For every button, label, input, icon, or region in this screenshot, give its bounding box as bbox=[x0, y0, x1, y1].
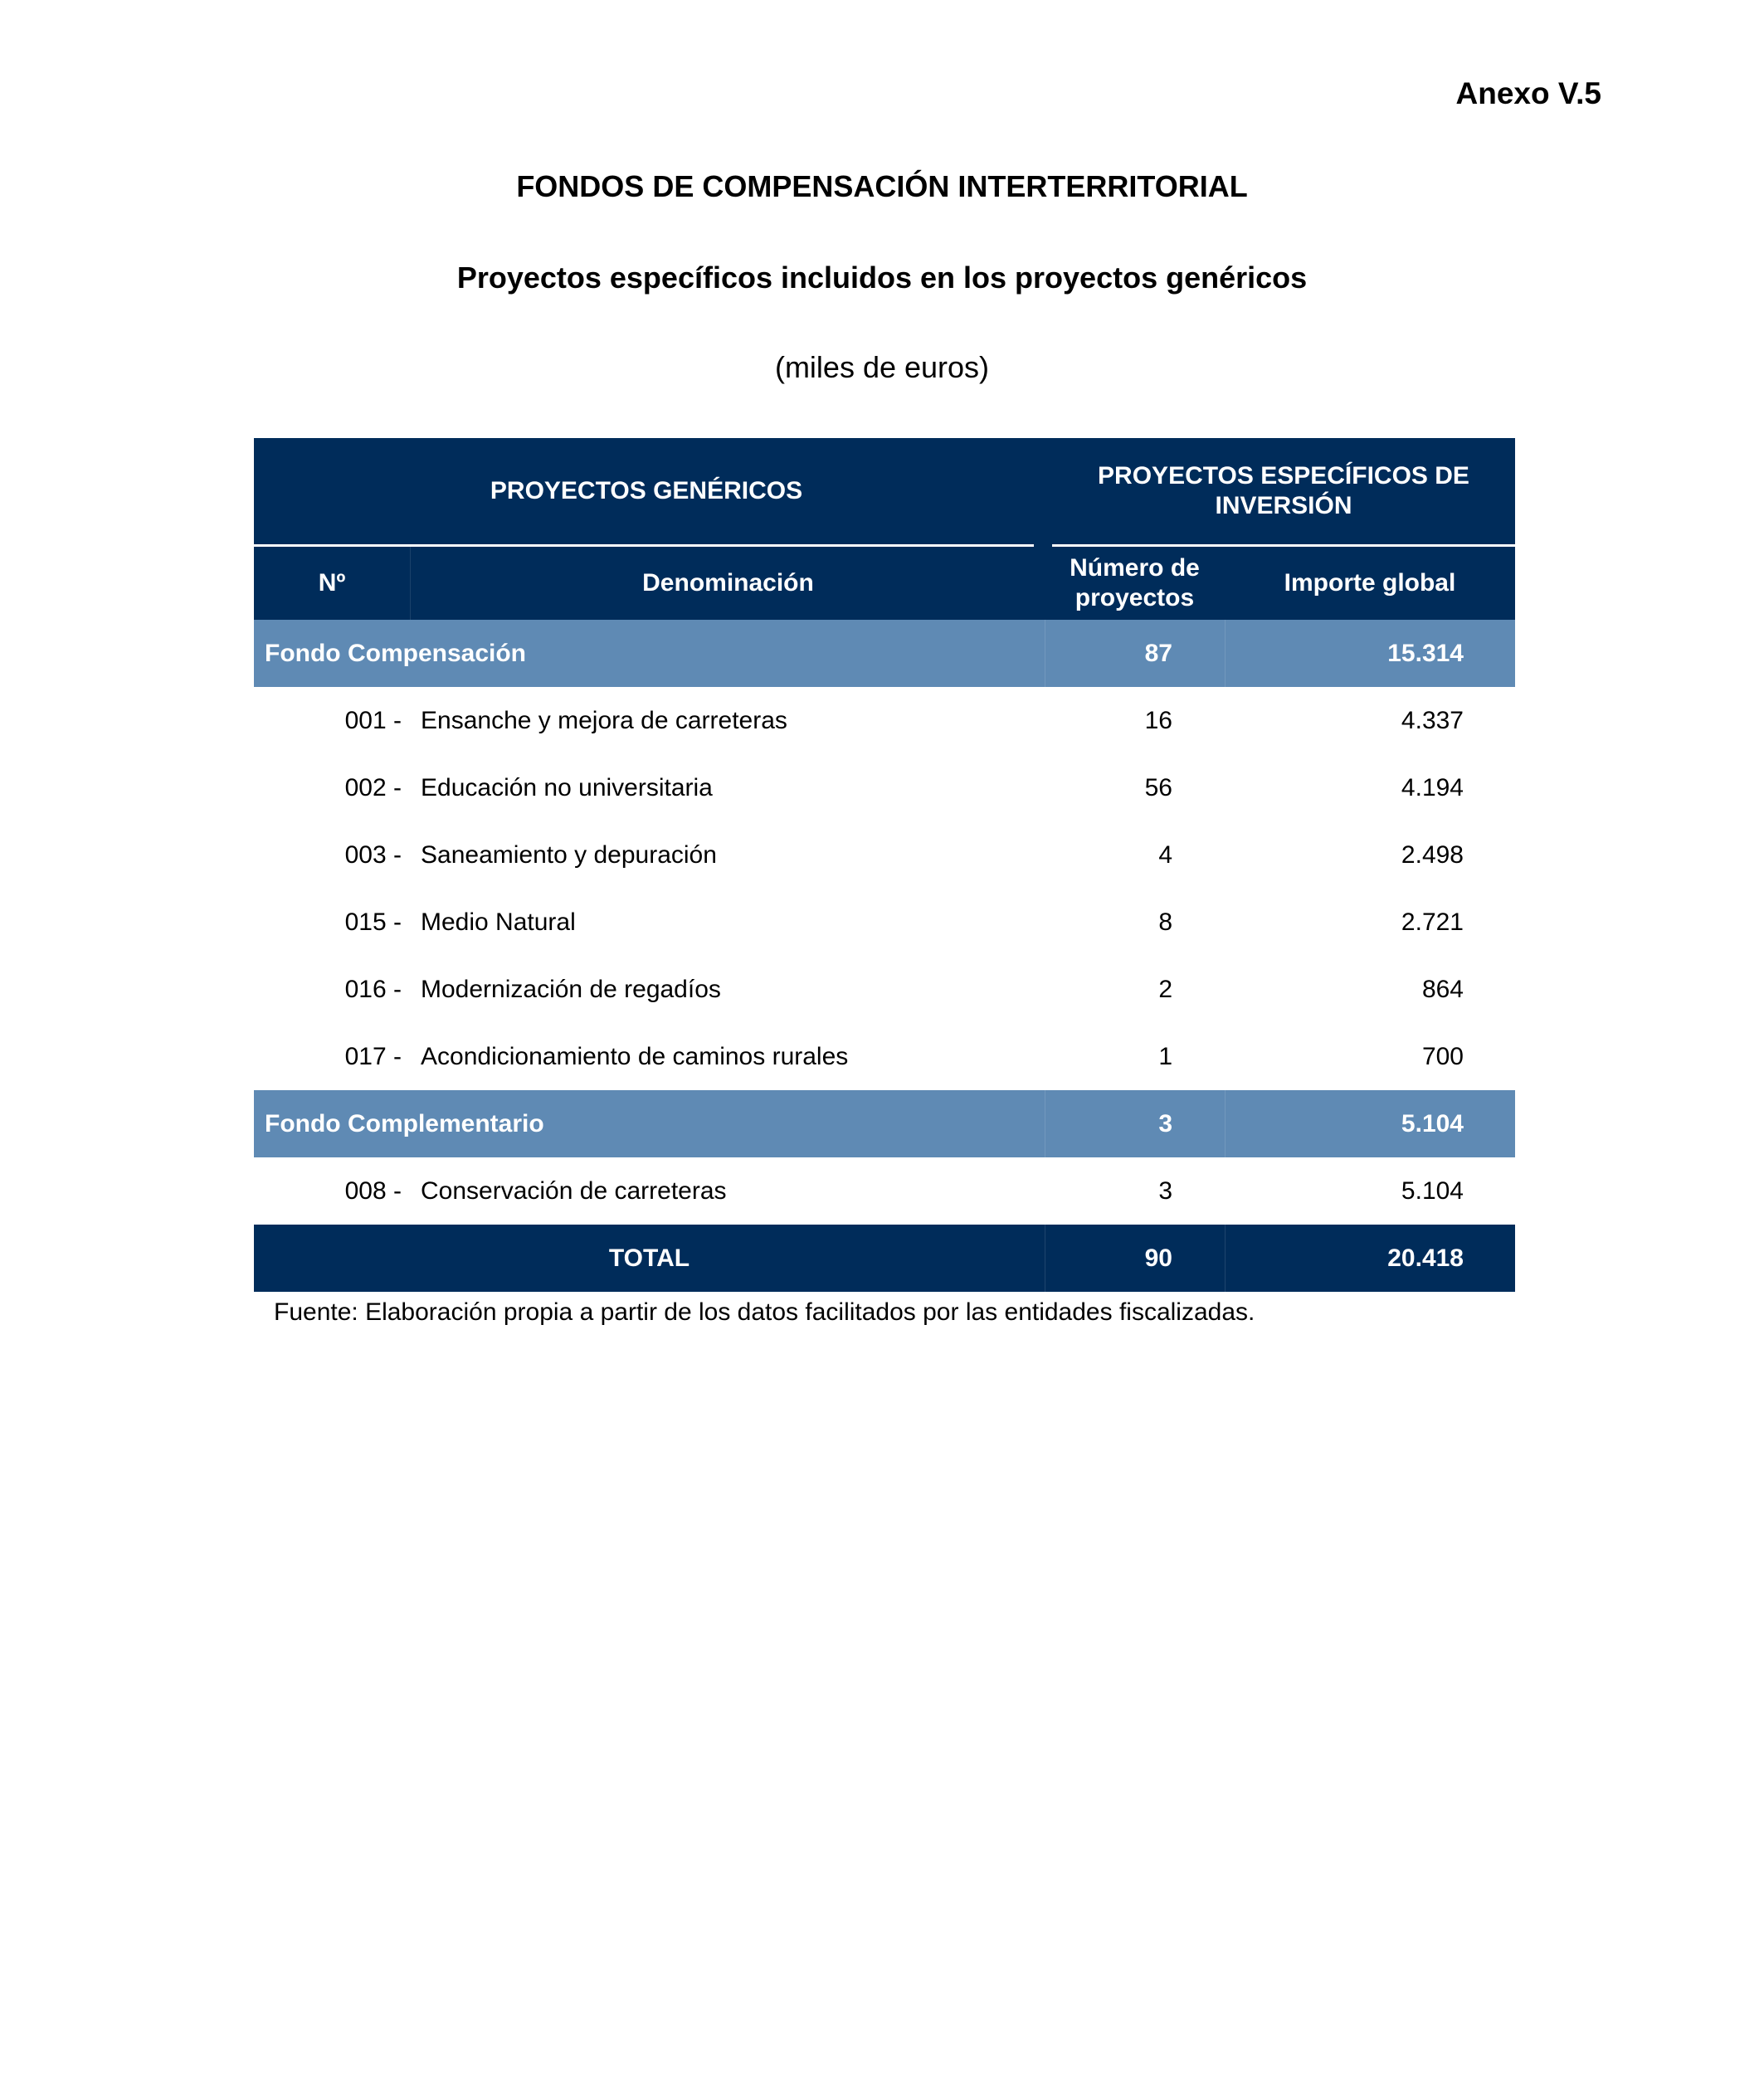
table-row bbox=[254, 1157, 1515, 1225]
project-count: 3 bbox=[1158, 1176, 1172, 1205]
project-amount: 20.418 bbox=[1387, 1244, 1464, 1272]
annex-label: Anexo V.5 bbox=[1455, 76, 1601, 110]
project-name: Educación no universitaria bbox=[421, 773, 713, 801]
table-row bbox=[254, 821, 1515, 889]
table-row bbox=[254, 956, 1515, 1023]
project-name: Saneamiento y depuración bbox=[421, 840, 717, 869]
source-note: Fuente: Elaboración propia a partir de los datos facilitados por las entidades fiscalizadas. bbox=[274, 1298, 1255, 1326]
group-row bbox=[254, 1090, 1515, 1157]
project-code: 016 - bbox=[344, 975, 402, 1003]
project-amount: 700 bbox=[1421, 1042, 1464, 1070]
header-amount: Importe global bbox=[1284, 569, 1456, 597]
table-row bbox=[254, 754, 1515, 821]
table-row bbox=[254, 1023, 1515, 1090]
project-code: 017 - bbox=[344, 1042, 402, 1070]
project-count: 8 bbox=[1158, 908, 1172, 936]
group-label: Fondo Complementario bbox=[265, 1109, 544, 1137]
project-amount: 5.104 bbox=[1401, 1109, 1464, 1137]
units-label: (miles de euros) bbox=[774, 350, 990, 384]
project-amount: 864 bbox=[1421, 975, 1464, 1003]
project-count: 4 bbox=[1158, 840, 1172, 869]
project-count: 3 bbox=[1158, 1109, 1172, 1137]
project-count: 87 bbox=[1144, 639, 1172, 667]
project-count: 1 bbox=[1158, 1042, 1172, 1070]
project-amount: 15.314 bbox=[1387, 639, 1464, 667]
project-amount: 4.337 bbox=[1401, 706, 1464, 734]
total-label: TOTAL bbox=[608, 1244, 690, 1272]
group-row bbox=[254, 620, 1515, 687]
project-name: Medio Natural bbox=[421, 908, 576, 936]
total-row bbox=[254, 1225, 1515, 1292]
project-name: Conservación de carreteras bbox=[421, 1176, 727, 1205]
project-code: 008 - bbox=[344, 1176, 402, 1205]
project-amount: 2.721 bbox=[1401, 908, 1464, 936]
project-name: Ensanche y mejora de carreteras bbox=[421, 706, 787, 734]
project-amount: 5.104 bbox=[1401, 1176, 1464, 1205]
group-label: Fondo Compensación bbox=[265, 639, 526, 667]
project-count: 2 bbox=[1158, 975, 1172, 1003]
header-name: Denominación bbox=[410, 547, 1045, 620]
project-code: 003 - bbox=[344, 840, 402, 869]
project-code: 001 - bbox=[344, 706, 402, 734]
header-specific: PROYECTOS ESPECÍFICOS DE INVERSIÓN bbox=[1098, 462, 1469, 519]
project-code: 002 - bbox=[344, 773, 402, 801]
table-row bbox=[254, 687, 1515, 754]
page-title: FONDOS DE COMPENSACIÓN INTERTERRITORIAL bbox=[516, 169, 1248, 203]
project-code: 015 - bbox=[344, 908, 402, 936]
table-header bbox=[254, 438, 1515, 620]
project-count: 90 bbox=[1144, 1244, 1172, 1272]
project-amount: 2.498 bbox=[1401, 840, 1464, 869]
page-subtitle: Proyectos específicos incluidos en los proyectos genéricos bbox=[456, 261, 1308, 295]
project-amount: 4.194 bbox=[1401, 773, 1464, 801]
project-count: 56 bbox=[1144, 773, 1172, 801]
header-no: Nº bbox=[318, 569, 346, 597]
project-name: Acondicionamiento de caminos rurales bbox=[421, 1042, 849, 1070]
project-name: Modernización de regadíos bbox=[421, 975, 721, 1003]
table-row bbox=[254, 889, 1515, 956]
header-generic: PROYECTOS GENÉRICOS bbox=[490, 477, 803, 504]
header-count: Número de proyectos bbox=[1070, 554, 1200, 611]
project-count: 16 bbox=[1144, 706, 1172, 734]
